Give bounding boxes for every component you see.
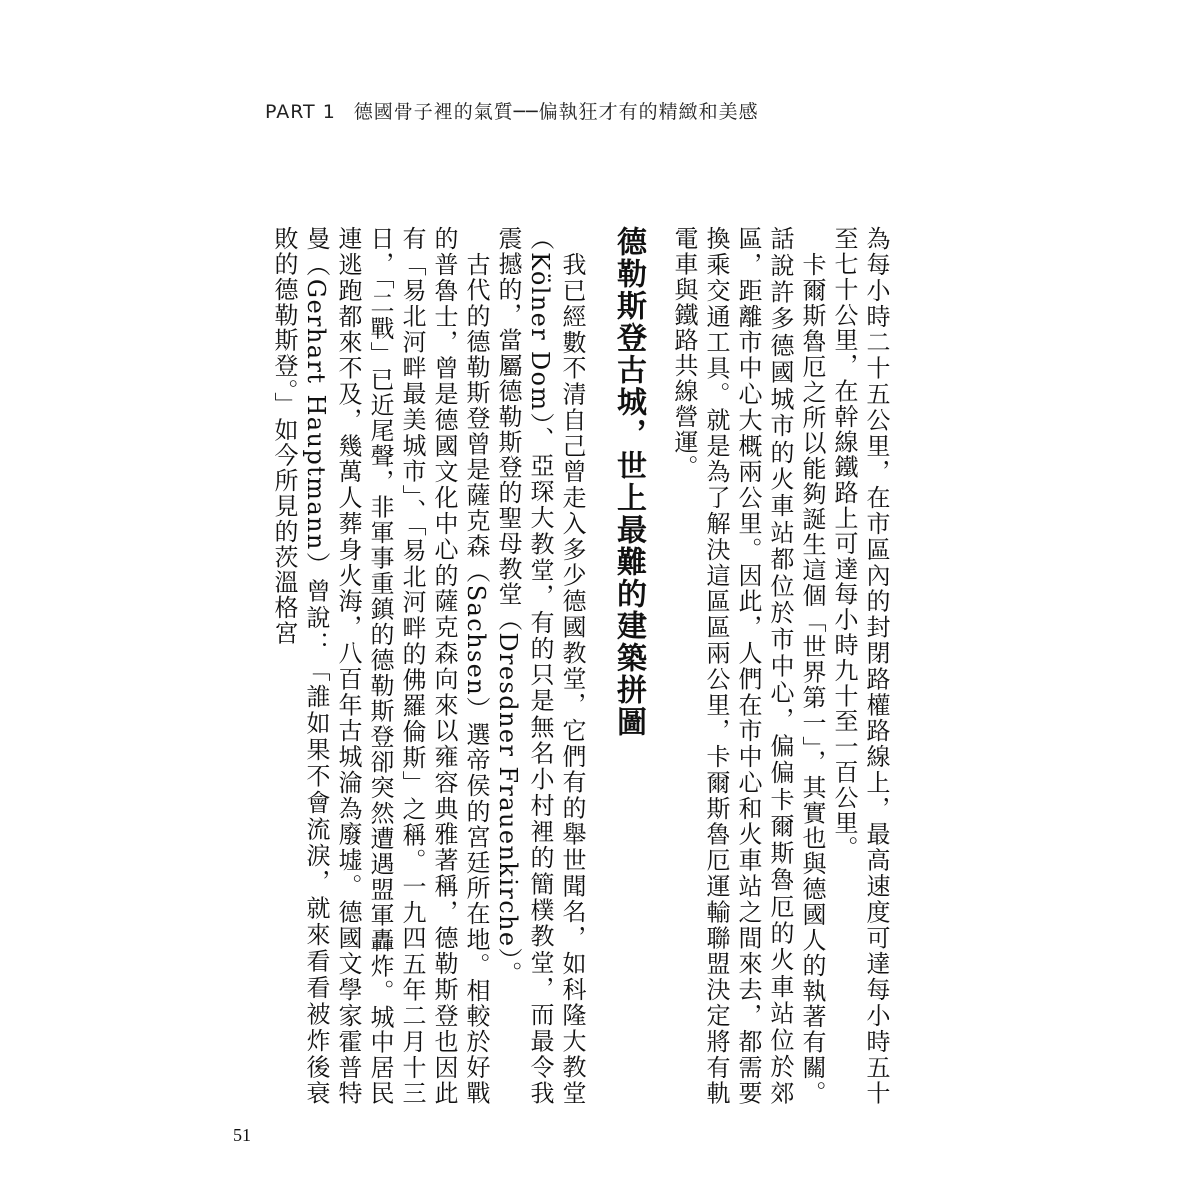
paragraph-churches: 我已經數不清自己曾走入多少德國教堂，它們有的舉世聞名，如科隆大教堂（Kölner Dom）、亞琛大教堂，有的只是無名小村裡的簡樸教堂，而最令我震撼的，當屬德勒斯登的聖母教堂（Dresdner Frauenkirche）。 xyxy=(494,226,586,1106)
page-number: 51 xyxy=(233,1125,251,1145)
part-label: PART 1 xyxy=(265,101,336,123)
chapter-title: 德國骨子裡的氣質──偏執狂才有的精緻和美感 xyxy=(353,101,759,123)
section-heading: 德勒斯登古城，世上最難的建築拼圖 xyxy=(611,226,646,738)
vertical-text-body xyxy=(250,226,892,1106)
running-header xyxy=(265,97,759,124)
paragraph-karlsruhe: 卡爾斯魯厄之所以能夠誕生這個「世界第一」，其實也與德國人的執著有關。話說許多德國城市的火車站都位於市中心，偏偏卡爾斯魯厄的火車站位於郊區，距離市中心大概兩公里。因此，人們在市中心和火車站之間來去，都需要換乘交通工具。就是為了解決這區區兩公里，卡爾斯魯厄運輸聯盟決定將有軌電車與鐵路共線營運。 xyxy=(670,226,826,1106)
paragraph-dresden-history: 古代的德勒斯登曾是薩克森（Sachsen）選帝侯的宮廷所在地。相較於好戰的普魯士，曾是德國文化中心的薩克森向來以雍容典雅著稱，德勒斯登也因此有「易北河畔最美城市」、「易北河畔的佛羅倫斯」之稱。一九四五年二月十三日，「二戰」已近尾聲，非軍事重鎮的德勒斯登卻突然遭遇盟軍轟炸。城中居民連逃跑都來不及，幾萬人葬身火海，八百年古城淪為廢墟。德國文學家霍普特曼（Gerhart Hauptmann）曾說：「誰如果不會流淚，就來看看被炸後衰敗的德勒斯登。」如今所見的茨溫格宮 xyxy=(270,226,490,1106)
paragraph-continued: 為每小時二十五公里，在市區內的封閉路權路線上，最高速度可達每小時五十至七十公里，在幹線鐵路上可達每小時九十至一百公里。 xyxy=(830,226,890,1106)
